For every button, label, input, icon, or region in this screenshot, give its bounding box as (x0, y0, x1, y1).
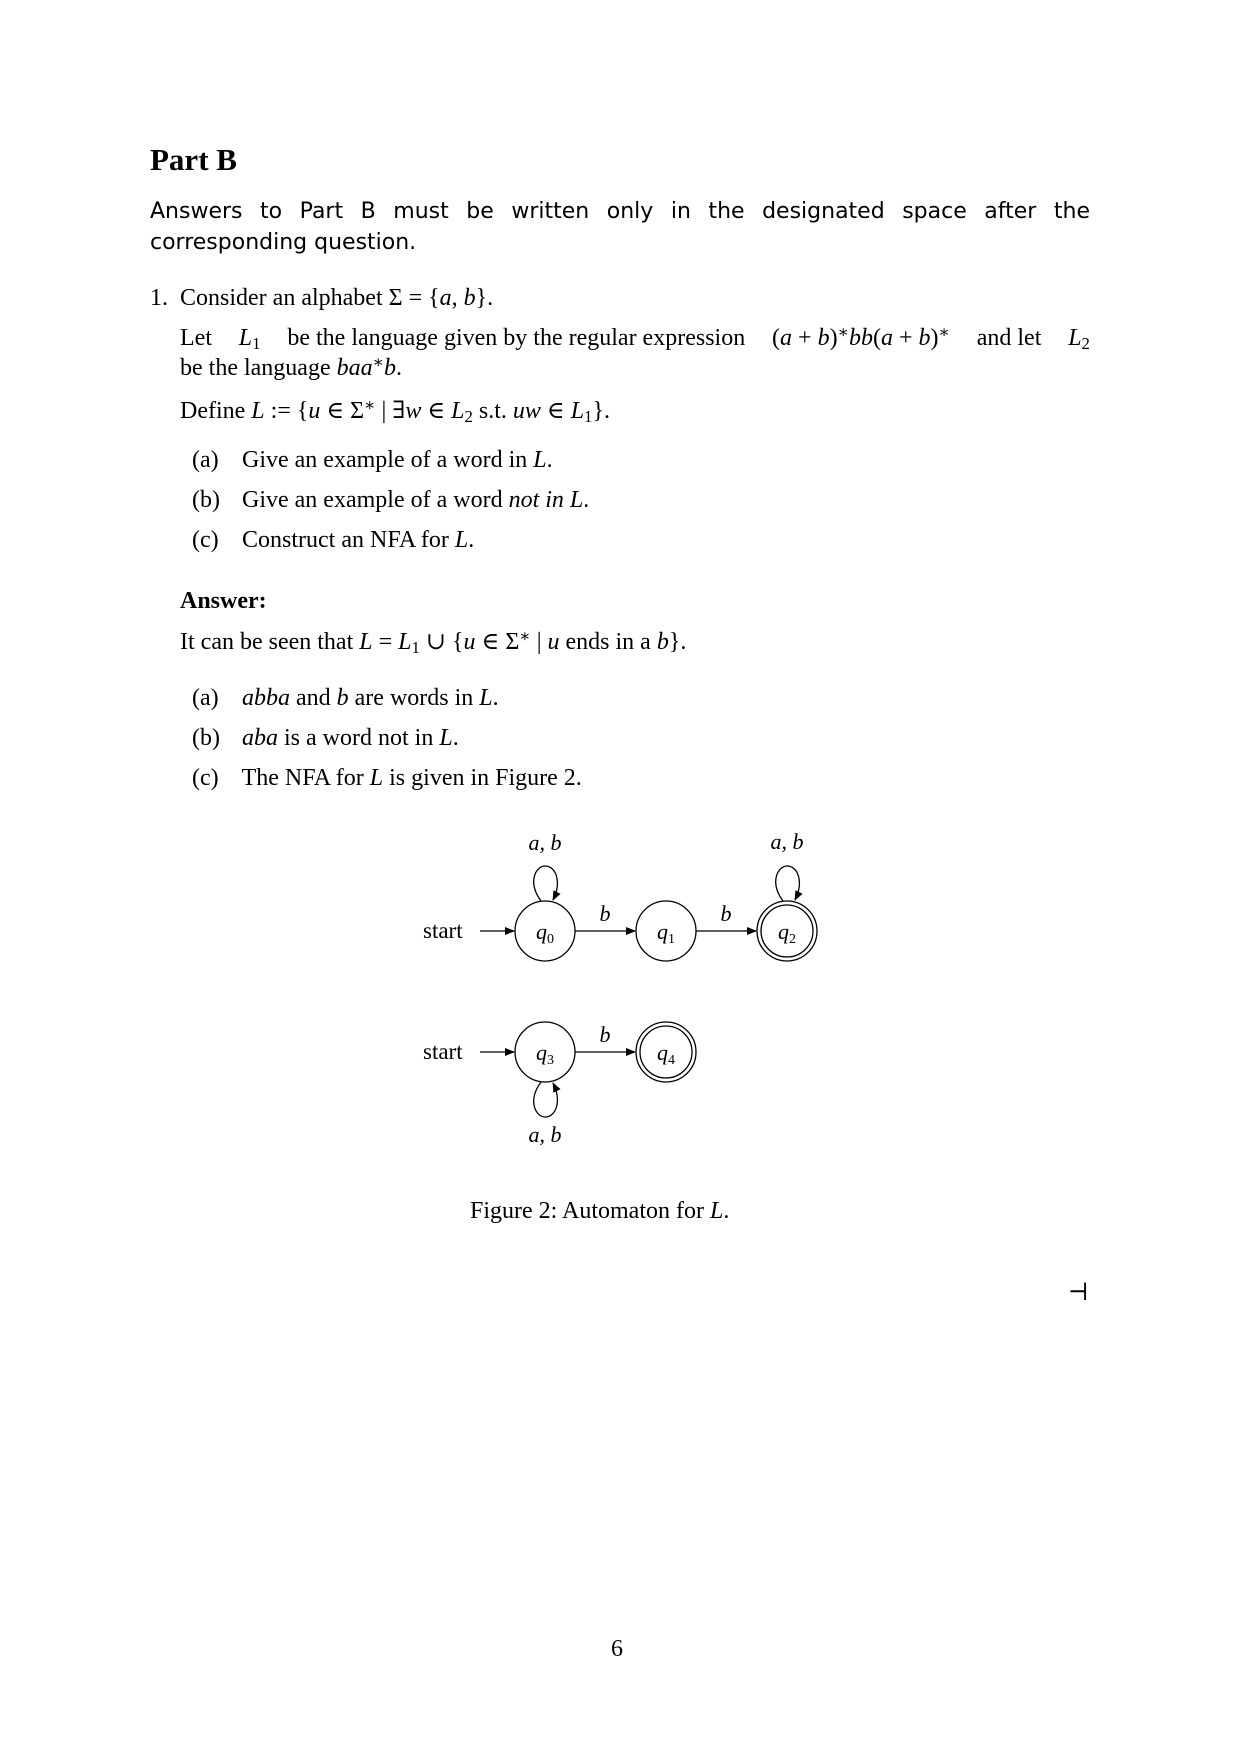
edge-label-q0-q1: b (599, 901, 611, 926)
l-symbol: L. (479, 685, 499, 711)
svg-text:q1: q1 (657, 919, 675, 947)
self-loop-q0 (534, 866, 558, 901)
state-q3 (515, 1022, 575, 1082)
loop-label-q2: a, b (770, 829, 804, 854)
subquestion-label: (a) (192, 447, 219, 473)
answer-heading: Answer: (180, 588, 267, 614)
svg-text:q4: q4 (657, 1040, 675, 1068)
line2-middle-text: be the language given by the regular expression (287, 325, 746, 351)
word-abba: abba (242, 685, 290, 711)
caption-prefix: Figure 2: (470, 1198, 558, 1224)
self-loop-q2 (776, 866, 800, 901)
answer-math-1: $L = L_1$ ∪ {u ∈ Σ∗ | u (359, 626, 560, 658)
answer-text: is a word not in (284, 725, 434, 751)
l2-symbol: $L_2$ (1068, 325, 1090, 354)
svg-text:q0: q0 (536, 919, 554, 947)
caption-text: Automaton for (562, 1198, 704, 1224)
such-that-text: s.t. (478, 398, 507, 424)
l-symbol: L. (569, 487, 590, 513)
part-title: Part B (150, 142, 237, 177)
l-symbol: L. (454, 527, 475, 553)
l-symbol: L. (439, 725, 459, 751)
definition-math-2: uw ∈ $L_1$}. (512, 398, 610, 427)
l1-symbol: $L_1$ (238, 325, 261, 354)
start-label-2: start (423, 1039, 463, 1064)
answer-label: (a) (192, 685, 219, 711)
define-word: Define (180, 398, 246, 424)
end-of-answer-mark: ⊣ (1068, 1280, 1089, 1306)
answer-text-tail: is given in Figure 2. (389, 765, 582, 791)
page-number: 6 (611, 1636, 623, 1662)
answer-label: (b) (192, 725, 220, 751)
loop-label-q3: a, b (528, 1122, 562, 1147)
l-symbol: L. (533, 447, 553, 473)
l-symbol: L. (710, 1198, 730, 1224)
answer-math-2: b}. (656, 629, 687, 655)
instruction-text: Answers to Part B must be written only in the designated space after the corresponding question. (150, 199, 1090, 255)
svg-text:q2: q2 (778, 919, 796, 947)
svg-text:q3: q3 (536, 1040, 554, 1068)
edge-label-q1-q2: b (720, 901, 732, 926)
answer-intro-text: It can be seen that (180, 629, 354, 655)
start-label-1: start (423, 918, 463, 943)
state-q2-accepting (757, 901, 817, 961)
subquestion-text: Construct an NFA for (242, 527, 449, 553)
and-word: and (296, 685, 331, 711)
edge-label-q3-q4: b (599, 1022, 611, 1047)
subquestion-label: (c) (192, 527, 219, 553)
definition-math-1: L := {u ∈ Σ∗ | ∃w ∈ $L_2$ (251, 395, 473, 427)
and-let-text: and let (976, 325, 1042, 351)
subquestion-text: Give an example of a word in (242, 447, 528, 473)
alphabet-math: Σ = {a, b}. (388, 285, 494, 311)
state-q1 (636, 901, 696, 961)
state-q0 (515, 901, 575, 961)
question-intro-text: Consider an alphabet (180, 285, 383, 311)
let-word: Let (180, 325, 212, 351)
word-b: b (336, 685, 349, 711)
answer-text: The NFA for (241, 765, 364, 791)
subquestion-text: Give an example of a word (242, 487, 503, 513)
answer-label: (c) (192, 765, 219, 791)
self-loop-q3 (534, 1082, 558, 1117)
regex-math: (a + b)∗bb(a + b)∗ (772, 322, 950, 351)
loop-label-q0: a, b (528, 830, 562, 855)
l-symbol: L (369, 765, 384, 791)
question-number: 1. (150, 285, 168, 311)
line3-text: be the language (180, 355, 331, 381)
not-in-emphasis: not in (508, 487, 564, 513)
l2-regex-math: baa∗b. (336, 352, 403, 381)
state-q4-accepting (636, 1022, 696, 1082)
answer-intro-tail: ends in a (565, 629, 651, 655)
subquestion-label: (b) (192, 487, 220, 513)
figure-caption (470, 1198, 729, 1225)
word-aba: aba (242, 725, 278, 751)
answer-text: are words in (354, 685, 474, 711)
